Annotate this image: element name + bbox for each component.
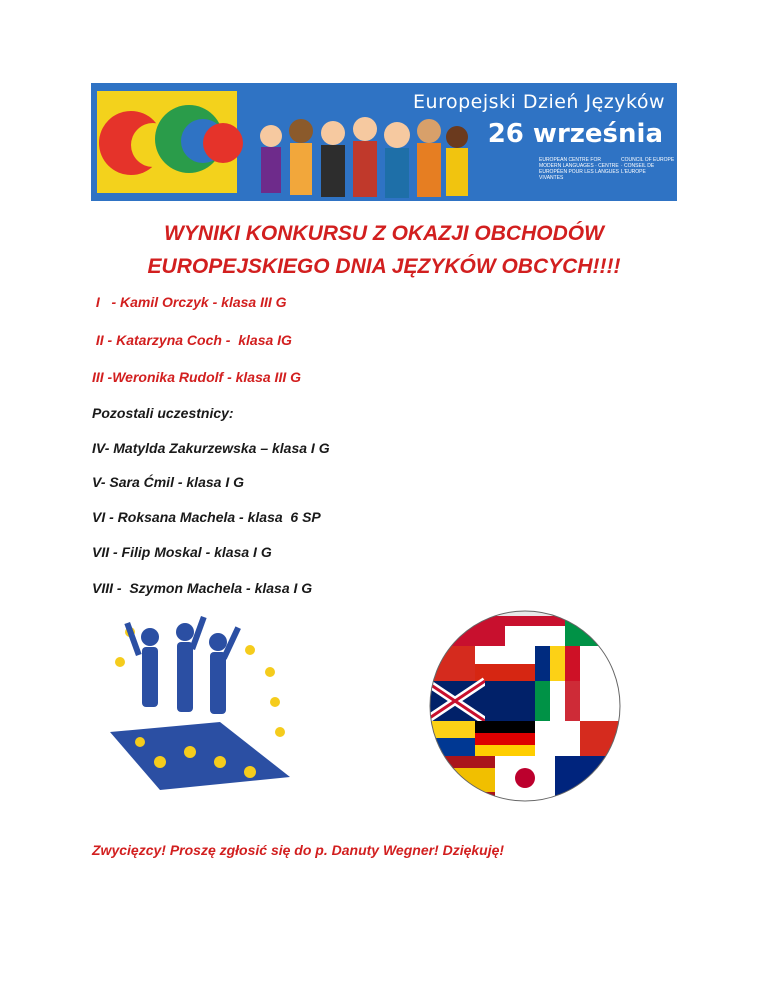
eu-people-illustration: [100, 612, 300, 792]
event-banner: [91, 83, 677, 201]
winner-1: I - Kamil Orczyk - klasa III G: [92, 294, 287, 310]
edl-logo-icon: [91, 83, 251, 201]
page-title-line-1: WYNIKI KONKURSU Z OKAZJI OBCHODÓW: [164, 222, 604, 245]
page-title-line-2: EUROPEJSKIEGO DNIA JĘZYKÓW OBCYCH!!!!: [147, 255, 621, 278]
winner-2: II - Katarzyna Coch - klasa IG: [92, 332, 292, 348]
banner-title: Europejski Dzień Języków: [413, 91, 665, 113]
closing-note: Zwycięzcy! Proszę zgłosić się do p. Danuty Wegner! Dziękuję!: [92, 842, 505, 858]
coe-label: COUNCIL OF EUROPE · CONSEIL DE L'EUROPE: [621, 157, 675, 175]
others-label: Pozostali uczestnicy:: [92, 405, 234, 421]
participant-4: IV- Matylda Zakurzewska – klasa I G: [92, 440, 330, 456]
winner-3: III -Weronika Rudolf - klasa III G: [92, 369, 302, 385]
ecml-label: EUROPEAN CENTRE FOR MODERN LANGUAGES · CENTRE EUROPÉEN POUR LES LANGUES VIVANTES: [539, 157, 620, 181]
participant-6: VI - Roksana Machela - klasa 6 SP: [92, 509, 321, 525]
cartoon-people-illustration: [241, 111, 471, 201]
flag-globe-illustration: [425, 606, 625, 806]
participant-8: VIII - Szymon Machela - klasa I G: [92, 580, 313, 596]
participant-5: V- Sara Ćmil - klasa I G: [92, 474, 244, 490]
participant-7: VII - Filip Moskal - klasa I G: [92, 544, 272, 560]
banner-date: 26 września: [487, 119, 663, 149]
